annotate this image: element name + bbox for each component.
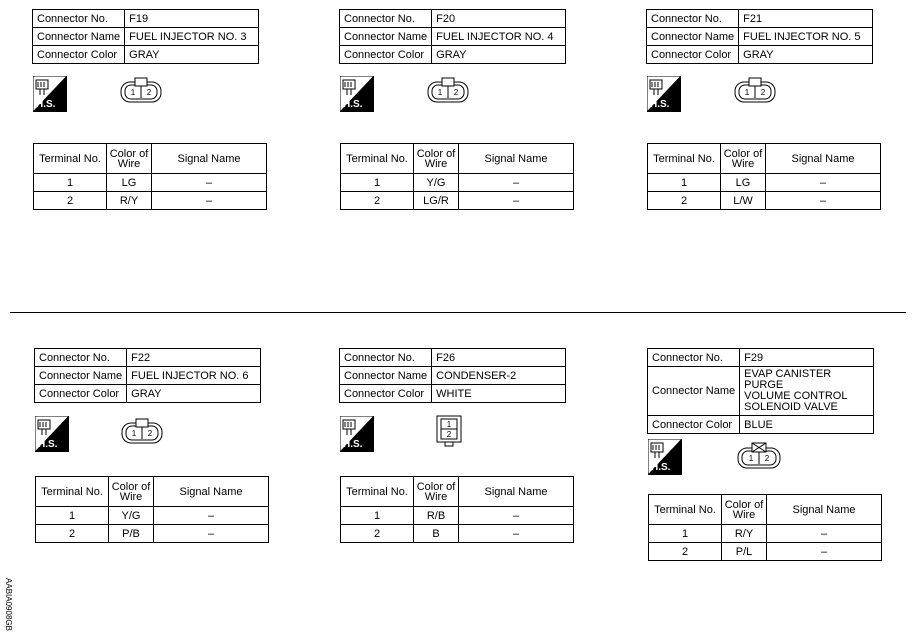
color-of-wire-header: Color of Wire bbox=[107, 144, 152, 174]
wire-cell: LG/R bbox=[414, 192, 459, 210]
table-row bbox=[34, 174, 267, 192]
connector-color-value: GRAY bbox=[739, 46, 873, 64]
svg-text:2: 2 bbox=[453, 88, 459, 97]
svg-text:1: 1 bbox=[744, 88, 750, 97]
table-row bbox=[341, 192, 574, 210]
terminal-table-f29 bbox=[648, 494, 882, 561]
signal-cell: – bbox=[459, 192, 574, 210]
connector-name-value: FUEL INJECTOR NO. 6 bbox=[127, 367, 261, 385]
svg-text:2: 2 bbox=[764, 454, 770, 463]
signal-cell: – bbox=[767, 543, 882, 561]
signal-cell: – bbox=[767, 525, 882, 543]
connector-info-table bbox=[339, 348, 566, 403]
svg-text:1: 1 bbox=[748, 454, 754, 463]
connector-color-value: BLUE bbox=[740, 416, 874, 434]
connector-info-table bbox=[34, 348, 261, 403]
signal-cell: – bbox=[154, 507, 269, 525]
terminal-cell: 1 bbox=[341, 174, 414, 192]
signal-cell: – bbox=[766, 192, 881, 210]
terminal-cell: 2 bbox=[34, 192, 107, 210]
connector-name-label: Connector Name bbox=[340, 28, 432, 46]
connector-color-label: Connector Color bbox=[33, 46, 125, 64]
connector-name-value: CONDENSER-2 bbox=[432, 367, 566, 385]
connector-block-f21 bbox=[646, 9, 873, 64]
section-divider bbox=[10, 312, 906, 313]
connector-info-table bbox=[32, 9, 259, 64]
terminal-no-header: Terminal No. bbox=[341, 477, 414, 507]
connector-no-value: F22 bbox=[127, 349, 261, 367]
terminal-no-header: Terminal No. bbox=[36, 477, 109, 507]
svg-text:1: 1 bbox=[437, 88, 443, 97]
signal-cell: – bbox=[766, 174, 881, 192]
connector-no-label: Connector No. bbox=[340, 349, 432, 367]
connector-name-value: FUEL INJECTOR NO. 5 bbox=[739, 28, 873, 46]
connector-no-label: Connector No. bbox=[340, 10, 432, 28]
connector-block-f19 bbox=[32, 9, 259, 64]
terminal-no-header: Terminal No. bbox=[34, 144, 107, 174]
wire-cell: P/B bbox=[109, 525, 154, 543]
terminal-no-header: Terminal No. bbox=[341, 144, 414, 174]
connector-no-value: F21 bbox=[739, 10, 873, 28]
connector-block-f22 bbox=[34, 348, 261, 403]
table-row bbox=[648, 192, 881, 210]
hs-badge-label: H.S. bbox=[36, 99, 56, 110]
connector-block-f20 bbox=[339, 9, 566, 64]
terminal-no-header: Terminal No. bbox=[649, 495, 722, 525]
svg-text:1: 1 bbox=[130, 88, 136, 97]
hs-badge-label: H.S. bbox=[38, 439, 58, 450]
connector-color-label: Connector Color bbox=[35, 385, 127, 403]
terminal-cell: 2 bbox=[649, 543, 722, 561]
figure-code: AABIA0908GB bbox=[3, 578, 13, 631]
connector-name-label: Connector Name bbox=[340, 367, 432, 385]
wire-cell: B bbox=[414, 525, 459, 543]
table-row bbox=[341, 525, 574, 543]
connector-info-table bbox=[339, 9, 566, 64]
terminal-cell: 1 bbox=[648, 174, 721, 192]
table-row bbox=[649, 525, 882, 543]
terminal-table-f22 bbox=[35, 476, 269, 543]
terminal-cell: 2 bbox=[341, 525, 414, 543]
table-row bbox=[341, 507, 574, 525]
signal-name-header: Signal Name bbox=[459, 477, 574, 507]
connector-no-value: F29 bbox=[740, 349, 874, 367]
table-row bbox=[34, 192, 267, 210]
connector-name-value: EVAP CANISTER PURGE VOLUME CONTROL SOLENOID VALVE bbox=[740, 367, 874, 416]
terminal-cell: 1 bbox=[649, 525, 722, 543]
connector-info-table bbox=[646, 9, 873, 64]
svg-text:1: 1 bbox=[131, 429, 137, 438]
signal-cell: – bbox=[459, 525, 574, 543]
connector-no-label: Connector No. bbox=[647, 10, 739, 28]
table-row bbox=[36, 525, 269, 543]
connector-block-f26 bbox=[339, 348, 566, 403]
terminal-cell: 2 bbox=[648, 192, 721, 210]
wire-cell: R/B bbox=[414, 507, 459, 525]
connector-color-value: GRAY bbox=[127, 385, 261, 403]
color-of-wire-header: Color of Wire bbox=[414, 144, 459, 174]
signal-cell: – bbox=[152, 192, 267, 210]
hs-badge-label: H.S. bbox=[651, 462, 671, 473]
connector-color-label: Connector Color bbox=[647, 46, 739, 64]
connector-name-value: FUEL INJECTOR NO. 4 bbox=[432, 28, 566, 46]
signal-name-header: Signal Name bbox=[767, 495, 882, 525]
signal-name-header: Signal Name bbox=[152, 144, 267, 174]
hs-badge-label: H.S. bbox=[343, 99, 363, 110]
connector-2pin-vertical-icon bbox=[436, 415, 462, 447]
connector-2pin-icon bbox=[120, 77, 162, 105]
color-of-wire-header: Color of Wire bbox=[109, 477, 154, 507]
wire-cell: R/Y bbox=[722, 525, 767, 543]
connector-name-value: FUEL INJECTOR NO. 3 bbox=[125, 28, 259, 46]
connector-name-label: Connector Name bbox=[35, 367, 127, 385]
connector-color-label: Connector Color bbox=[340, 46, 432, 64]
connector-name-label: Connector Name bbox=[647, 28, 739, 46]
connector-no-value: F19 bbox=[125, 10, 259, 28]
signal-name-header: Signal Name bbox=[154, 477, 269, 507]
wire-cell: LG bbox=[721, 174, 766, 192]
terminal-cell: 1 bbox=[34, 174, 107, 192]
connector-name-label: Connector Name bbox=[648, 367, 740, 416]
terminal-no-header: Terminal No. bbox=[648, 144, 721, 174]
hs-badge-label: H.S. bbox=[650, 99, 670, 110]
connector-color-value: GRAY bbox=[125, 46, 259, 64]
color-of-wire-header: Color of Wire bbox=[722, 495, 767, 525]
svg-text:2: 2 bbox=[760, 88, 766, 97]
connector-name-label: Connector Name bbox=[33, 28, 125, 46]
wire-cell: LG bbox=[107, 174, 152, 192]
terminal-cell: 2 bbox=[36, 525, 109, 543]
terminal-table-f19 bbox=[33, 143, 267, 210]
wire-cell: P/L bbox=[722, 543, 767, 561]
table-row bbox=[649, 543, 882, 561]
svg-text:2: 2 bbox=[446, 430, 452, 439]
signal-name-header: Signal Name bbox=[766, 144, 881, 174]
color-of-wire-header: Color of Wire bbox=[721, 144, 766, 174]
terminal-cell: 1 bbox=[341, 507, 414, 525]
terminal-cell: 1 bbox=[36, 507, 109, 525]
wire-cell: R/Y bbox=[107, 192, 152, 210]
connector-2pin-latch-icon bbox=[737, 442, 781, 470]
connector-color-label: Connector Color bbox=[340, 385, 432, 403]
connector-no-value: F26 bbox=[432, 349, 566, 367]
connector-no-value: F20 bbox=[432, 10, 566, 28]
table-row bbox=[341, 174, 574, 192]
hs-badge-label: H.S. bbox=[343, 439, 363, 450]
connector-color-label: Connector Color bbox=[648, 416, 740, 434]
connector-no-label: Connector No. bbox=[35, 349, 127, 367]
signal-name-header: Signal Name bbox=[459, 144, 574, 174]
wire-cell: L/W bbox=[721, 192, 766, 210]
connector-no-label: Connector No. bbox=[33, 10, 125, 28]
terminal-cell: 2 bbox=[341, 192, 414, 210]
signal-cell: – bbox=[152, 174, 267, 192]
color-of-wire-header: Color of Wire bbox=[414, 477, 459, 507]
terminal-table-f20 bbox=[340, 143, 574, 210]
svg-text:1: 1 bbox=[446, 420, 452, 429]
terminal-table-f21 bbox=[647, 143, 881, 210]
terminal-table-f26 bbox=[340, 476, 574, 543]
svg-text:2: 2 bbox=[146, 88, 152, 97]
connector-color-value: GRAY bbox=[432, 46, 566, 64]
signal-cell: – bbox=[459, 507, 574, 525]
wire-cell: Y/G bbox=[109, 507, 154, 525]
connector-no-label: Connector No. bbox=[648, 349, 740, 367]
connector-info-table bbox=[647, 348, 874, 434]
signal-cell: – bbox=[459, 174, 574, 192]
table-row bbox=[36, 507, 269, 525]
connector-2pin-icon bbox=[734, 77, 776, 105]
connector-2pin-icon bbox=[427, 77, 469, 105]
wire-cell: Y/G bbox=[414, 174, 459, 192]
connector-block-f29 bbox=[647, 348, 874, 434]
connector-color-value: WHITE bbox=[432, 385, 566, 403]
connector-2pin-icon bbox=[121, 418, 163, 446]
table-row bbox=[648, 174, 881, 192]
signal-cell: – bbox=[154, 525, 269, 543]
svg-text:2: 2 bbox=[147, 429, 153, 438]
